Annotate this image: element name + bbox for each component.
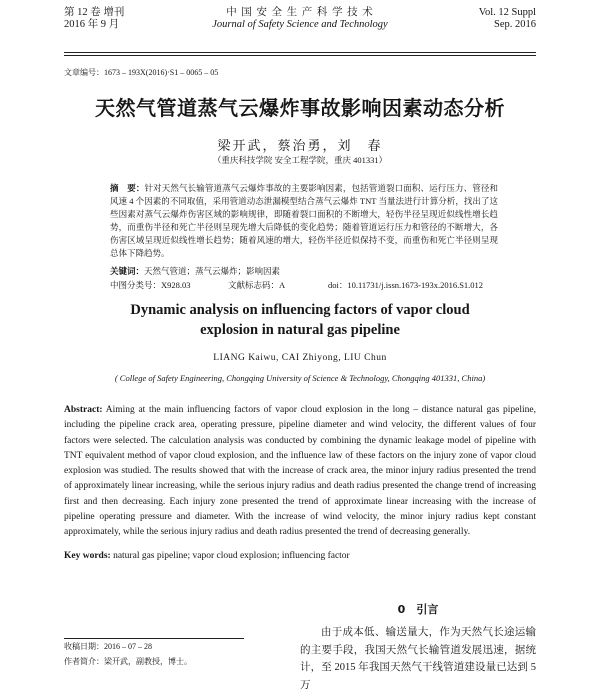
english-authors: LIANG Kaiwu, CAI Zhiyong, LIU Chun xyxy=(213,353,387,363)
chinese-affiliation: （重庆科技学院 安全工程学院，重庆 401331） xyxy=(212,155,388,165)
footnote-received: 收稿日期：2016 – 07 – 28 xyxy=(64,642,152,651)
footnote-author: 作者简介：梁开武，副教授，博士。 xyxy=(64,657,192,666)
header-journal-en: Journal of Safety Science and Technology xyxy=(212,19,388,30)
header-volume-en: Vol. 12 Suppl xyxy=(478,7,536,18)
chinese-abstract xyxy=(110,182,498,260)
clc-number: 中图分类号：X928.03 xyxy=(110,280,191,290)
header-date-cn: 2016 年 9 月 xyxy=(64,19,120,30)
doi: doi：10.11731/j.issn.1673-193x.2016.S1.012 xyxy=(328,280,484,290)
english-abstract xyxy=(64,403,536,541)
footnote-rule xyxy=(64,638,244,639)
english-title-line1: Dynamic analysis on influencing factors of vapor cloud xyxy=(130,302,470,318)
header-volume-cn: 第 12 卷 增刊 xyxy=(64,7,125,18)
chinese-abstract-label: 摘 要： xyxy=(110,183,145,193)
header-journal-cn: 中 国 安 全 生 产 科 学 技 术 xyxy=(226,7,374,18)
chinese-keywords xyxy=(110,265,498,278)
english-affiliation: ( College of Safety Engineering, Chongqing University of Science & Technology, Chongqing 401331, China) xyxy=(114,373,486,383)
header-rule-thick xyxy=(64,52,536,53)
chinese-title: 天然气管道蒸气云爆炸事故影响因素动态分析 xyxy=(95,96,505,120)
english-keywords-label: Key words: xyxy=(64,551,111,561)
header-rule-thin xyxy=(64,55,536,56)
article-number: 文章编号：1673 – 193X(2016)·S1 – 0065 – 05 xyxy=(64,68,219,77)
english-title xyxy=(64,300,536,340)
header-journal-block xyxy=(160,7,440,31)
chinese-abstract-text: 针对天然气长输管道蒸气云爆炸事故的主要影响因素，包括管道裂口面积、运行压力、管径和风速 4 个因素的不同取值，采用管道动态泄漏模型结合蒸气云爆炸 TNT 当量法进行计算分析，找出了这些因素对蒸气云爆炸伤害区域的影响规律，即随着裂口面积的不断增大，轻伤半径呈现近似线性增长趋势，而重伤半径和死亡半径则呈现先增大后降低的变化趋势；随着管道运行压力和管径的不断增大，各伤害区域呈现近似线性增长趋势；随着风速的增大，轻伤半径近似保持不变，而重伤和死亡半径则呈现总体下降趋势。 xyxy=(110,183,498,258)
english-abstract-label: Abstract: xyxy=(64,405,103,415)
english-keywords-text: natural gas pipeline; vapor cloud explosion; influencing factor xyxy=(110,551,350,561)
header-volume-block xyxy=(64,7,124,31)
english-keywords xyxy=(64,549,536,563)
section-heading: 0 引言 xyxy=(397,603,439,616)
classification-row xyxy=(110,279,498,292)
header-date-en: Sep. 2016 xyxy=(494,19,536,30)
header-volume-en-block xyxy=(479,7,536,31)
chinese-keywords-text: 天然气管道；蒸气云爆炸；影响因素 xyxy=(144,266,281,276)
document-code: 文献标志码：A xyxy=(228,280,286,290)
english-title-line2: explosion in natural gas pipeline xyxy=(200,322,400,338)
chinese-authors: 梁开武，蔡治勇，刘 春 xyxy=(217,138,383,153)
section-body-text: 由于成本低、输送量大，作为天然气长途运输的主要手段，我国天然气长输管道发展迅速，据统计，至 2015 年我国天然气干线管道建设量已达到 5 万 xyxy=(300,627,536,691)
english-abstract-text: Aiming at the main influencing factors of vapor cloud explosion in the long – distance natural gas pipeline, including the pipeline crack area, operating pressure, pipeline diameter and wind velocity, the different values of four factors were selected. The calculation analysis was conducted by combining the dynamic leakage model of pipeline with TNT equivalent method of vapor cloud explosion, and the influence law of these factors on the injury zone of vapor cloud explosion was studied. The results showed that with the increase of crack area, the minor injury radius presented the trend of approximately linear increasing, while the serious injury radius and death radius presented the change trend of increasing first and then decreasing. Each injury zone presented the trend of approximate linear increasing with the increase of pipeline operating pressure and diameter. With the increase of wind velocity, the minor injury radius kept constant approximately, while the serious injury radius and death radius presented the trend of decreasing generally. xyxy=(64,405,536,538)
chinese-keywords-label: 关键词： xyxy=(110,266,145,276)
